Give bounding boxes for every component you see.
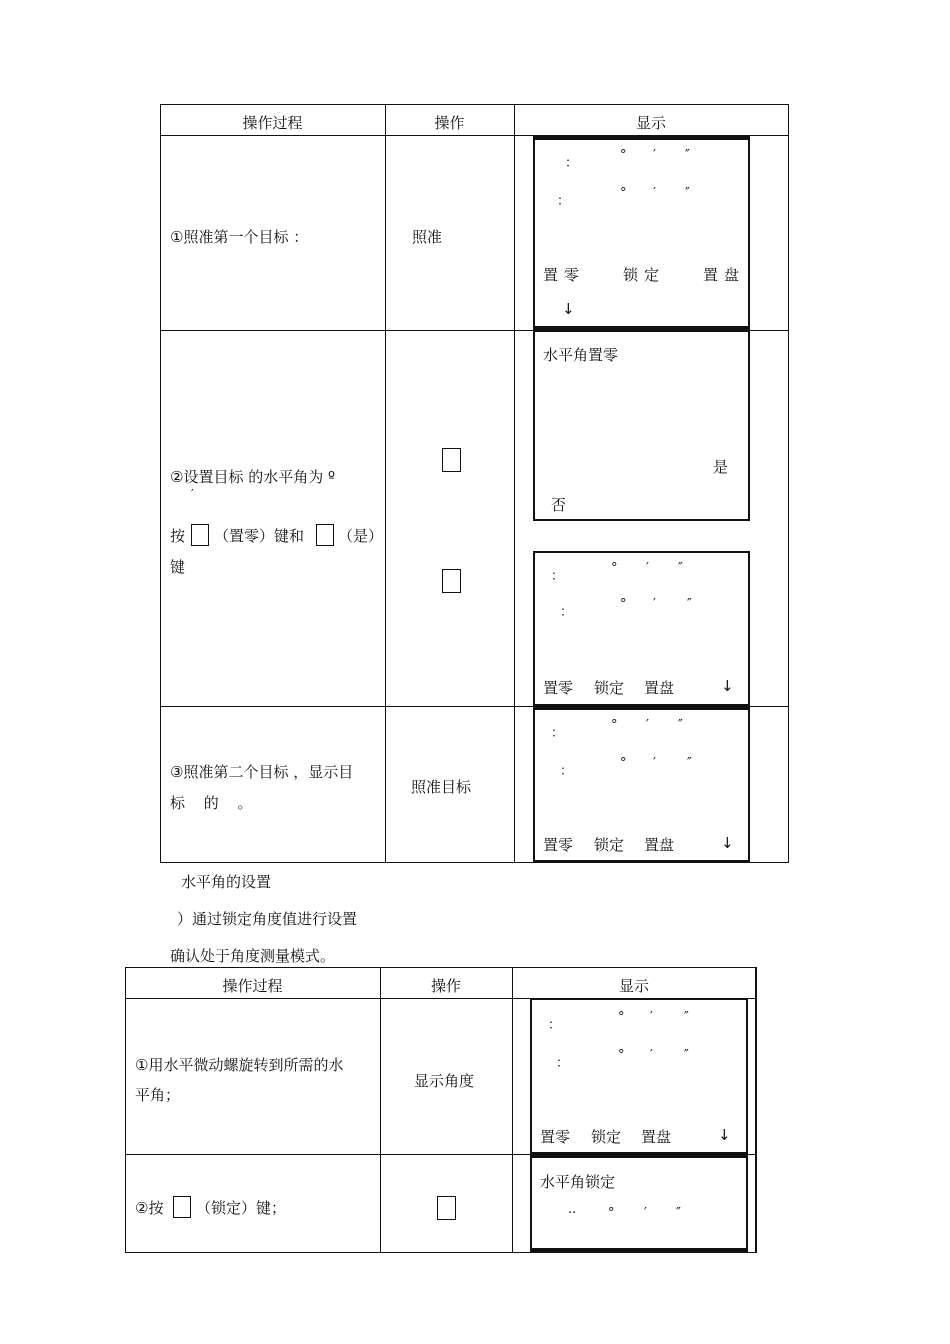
second-mark: ″ (678, 718, 683, 733)
minute-mark: ′ (646, 718, 649, 733)
minute-mark: ′ (653, 186, 656, 201)
second-mark: ″ (687, 756, 692, 771)
minute-mark: ′ (650, 1010, 653, 1025)
display-screen-3 (533, 706, 750, 862)
degree-mark: ° (611, 718, 618, 733)
no-option: 否 (551, 496, 567, 514)
header-process: 操作过程 (242, 114, 303, 132)
section-heading: 水平角的设置 (181, 873, 272, 891)
screen-title: 水平角锁定 (540, 1173, 616, 1191)
t2-row1-process-line2: 平角； (135, 1086, 181, 1104)
second-mark: ″ (685, 148, 690, 163)
key-box (191, 524, 209, 546)
degree-mark: ° (608, 1206, 615, 1221)
menu-zero: 置零 (543, 679, 574, 697)
key-box-zero (442, 448, 461, 472)
row3-process-line2: 标 的 。 (170, 794, 253, 812)
colon-mark: ： (557, 194, 571, 209)
degree-mark: ° (620, 597, 627, 612)
row2-process-line3a: 按 (170, 527, 186, 545)
minute-mark: ′ (644, 1206, 647, 1221)
arrow-down-icon: ↓ (718, 1126, 731, 1144)
subsection-heading: ）通过锁定角度值进行设置 (177, 910, 358, 928)
degree-mark: ° (620, 186, 627, 201)
display-screen-1 (533, 136, 750, 330)
colon-mark: ： (551, 569, 565, 584)
row2-process-line3b: （置零）键和 (214, 527, 305, 545)
dots-mark: ·· (568, 1206, 577, 1221)
row3-operation: 照准目标 (411, 778, 472, 796)
second-mark: ″ (684, 1010, 689, 1025)
key-box (316, 524, 334, 546)
arrow-down-icon: ↓ (721, 834, 734, 852)
colon-mark: ： (560, 605, 574, 620)
colon-mark: ： (551, 726, 565, 741)
header-display: 显示 (635, 114, 666, 132)
key-box (173, 1196, 191, 1218)
t2-row1-process-line1: ①用水平微动螺旋转到所需的水 (135, 1056, 344, 1074)
yes-option: 是 (713, 458, 729, 476)
menu-zero: 置零 (543, 836, 574, 854)
menu-set: 置盘 (703, 266, 746, 284)
header-process: 操作过程 (222, 977, 283, 995)
t2-row1-operation: 显示角度 (414, 1072, 475, 1090)
arrow-down-icon: ↓ (562, 300, 575, 318)
key-box-yes (442, 569, 461, 593)
row1-process: ①照准第一个目标 ： (170, 228, 309, 246)
menu-zero: 置零 (540, 1128, 571, 1146)
menu-set: 置盘 (641, 1128, 672, 1146)
header-operation: 操作 (434, 114, 465, 132)
second-mark: ″ (676, 1206, 681, 1221)
row2-process-line3c: （是） (338, 527, 384, 545)
t2-row2-process-a: ②按 (135, 1199, 164, 1217)
display-screen-4 (530, 998, 748, 1154)
menu-zero: 置零 (543, 266, 586, 284)
display-screen-2 (533, 551, 750, 706)
t2-row2-process-b: （锁定）键； (196, 1199, 287, 1217)
row1-operation: 照准 (412, 228, 443, 246)
screen-title: 水平角置零 (543, 346, 619, 364)
degree-mark: ° (618, 1010, 625, 1025)
degree-mark: ° (618, 1048, 625, 1063)
menu-lock: 锁定 (594, 679, 625, 697)
minute-mark: ′ (653, 148, 656, 163)
colon-mark: ： (565, 156, 579, 171)
minute-mark: ′ (646, 561, 649, 576)
colon-mark: ： (556, 1056, 570, 1071)
instruction-text: 确认处于角度测量模式。 (170, 947, 336, 965)
arrow-down-icon: ↓ (721, 677, 734, 695)
second-mark: ″ (687, 597, 692, 612)
key-box-lock (437, 1196, 456, 1220)
minute-mark: ′ (653, 597, 656, 612)
row2-process-line1: ②设置目标 的水平角为 º (170, 468, 336, 486)
colon-mark: ： (560, 764, 574, 779)
row2-process-line4: 键 (170, 558, 186, 576)
menu-lock: 锁定 (594, 836, 625, 854)
menu-set: 置盘 (644, 836, 675, 854)
degree-mark: ° (611, 561, 618, 576)
second-mark: ″ (685, 186, 690, 201)
menu-set: 置盘 (644, 679, 675, 697)
minute-mark: ′ (653, 756, 656, 771)
display-screen-lock (530, 1154, 748, 1252)
row2-process-line2: ′ (191, 487, 194, 501)
menu-lock: 锁定 (591, 1128, 622, 1146)
degree-mark: ° (620, 148, 627, 163)
minute-mark: ′ (650, 1048, 653, 1063)
menu-lock: 锁定 (623, 266, 666, 284)
colon-mark: ： (548, 1018, 562, 1033)
header-display: 显示 (618, 977, 649, 995)
degree-mark: ° (620, 756, 627, 771)
second-mark: ″ (684, 1048, 689, 1063)
row3-process-line1: ③照准第二个目标 ，显示目 (170, 763, 354, 781)
display-screen-zero-confirm (533, 330, 750, 521)
second-mark: ″ (678, 561, 683, 576)
header-operation: 操作 (430, 977, 461, 995)
